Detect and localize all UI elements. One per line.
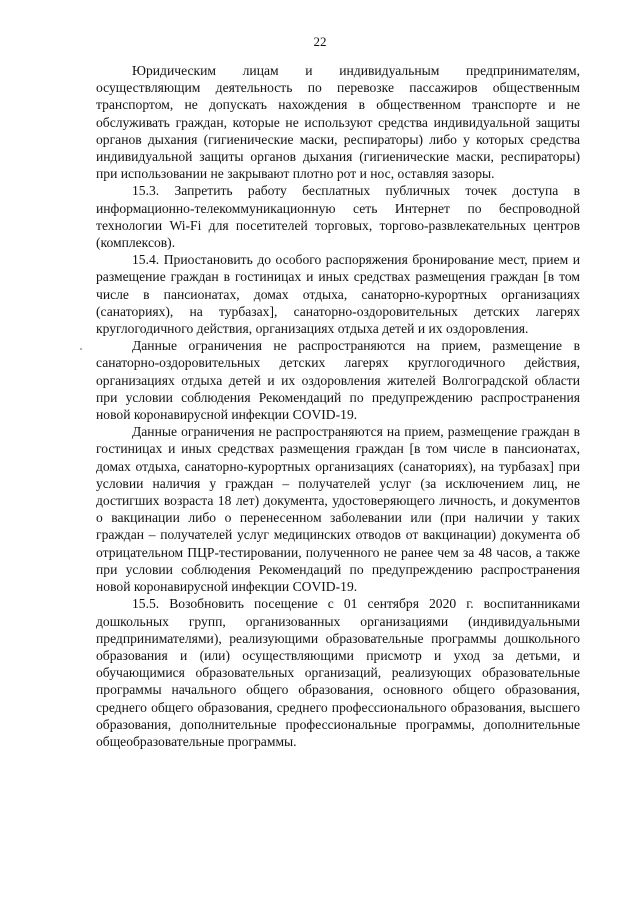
page-number: 22 xyxy=(313,34,327,49)
paragraph-exception-camps: Данные ограничения не распространяются на прием, размещение в санаторно-оздоровительных детских лагерях круглогодичного действия, организациях отдыха детей и их оздоровления жителей Волгоградской области при условии соблюдения Рекомендаций по предупреждению распространения новой коронавирусной инфекции COVID-19. xyxy=(96,338,580,423)
paragraph-15-3-wifi: 15.3. Запретить работу бесплатных публичных точек доступа в информационно-телекоммуникационную сеть Интернет по беспроводной технологии Wi-Fi для посетителей торговых, торгово-развлекательных центров (комплексов). xyxy=(96,183,580,251)
paragraph-passenger-transport: Юридическим лицам и индивидуальным предпринимателям, осуществляющим деятельность по перевозке пассажиров общественным транспортом, не допускать нахождения в общественном транспорте и не обслуживать граждан, которые не используют средства индивидуальной защиты органов дыхания (гигиенические маски, респираторы) либо у которых средства индивидуальной защиты органов дыхания (гигиенические маски, респираторы) при использовании не закрывают плотно рот и нос, оставляя зазоры. xyxy=(96,63,580,182)
paragraph-15-4-accommodation: 15.4. Приостановить до особого распоряжения бронирование мест, прием и размещение граждан в гостиницах и иных средствах размещения граждан [в том числе в пансионатах, домах отдыха, санаторно-курортных организациях (санаториях), на турбазах], санаторно-оздоровительных детских лагерях круглогодичного действия, организациях отдыха детей и их оздоровления. xyxy=(96,252,580,337)
paragraph-15-5-education: 15.5. Возобновить посещение с 01 сентября 2020 г. воспитанниками дошкольных групп, организованных организациями (индивидуальными предпринимателями), реализующими образовательные программы дошкольного образования и (или) осуществляющими присмотр и уход за детьми, и обучающимися образовательных организаций, реализующих образовательные программы начального общего образования, основного общего образования, среднего общего образования, среднего профессионального образования, высшего образования, дополнительные профессиональные программы, дополнительные общеобразовательные программы. xyxy=(96,596,580,749)
margin-dot xyxy=(80,348,82,350)
paragraph-exception-hotels: Данные ограничения не распространяются на прием, размещение граждан в гостиницах и иных средствах размещения граждан [в том числе в пансионатах, домах отдыха, санаторно-курортных организациях (санаториях), на турбазах] при условии наличия у граждан – получателей услуг (за исключением лиц, не достигших возраста 18 лет) документа, удостоверяющего личность, и документов о вакцинации либо о перенесенном заболевании или (при наличии у таких граждан – получателей услуг медицинских отводов от вакцинации) документа об отрицательном ПЦР-тестировании, полученного не ранее чем за 48 часов, а также при условии соблюдения Рекомендаций по предупреждению распространения новой коронавирусной инфекции COVID-19. xyxy=(96,424,580,595)
document-body xyxy=(96,62,580,750)
